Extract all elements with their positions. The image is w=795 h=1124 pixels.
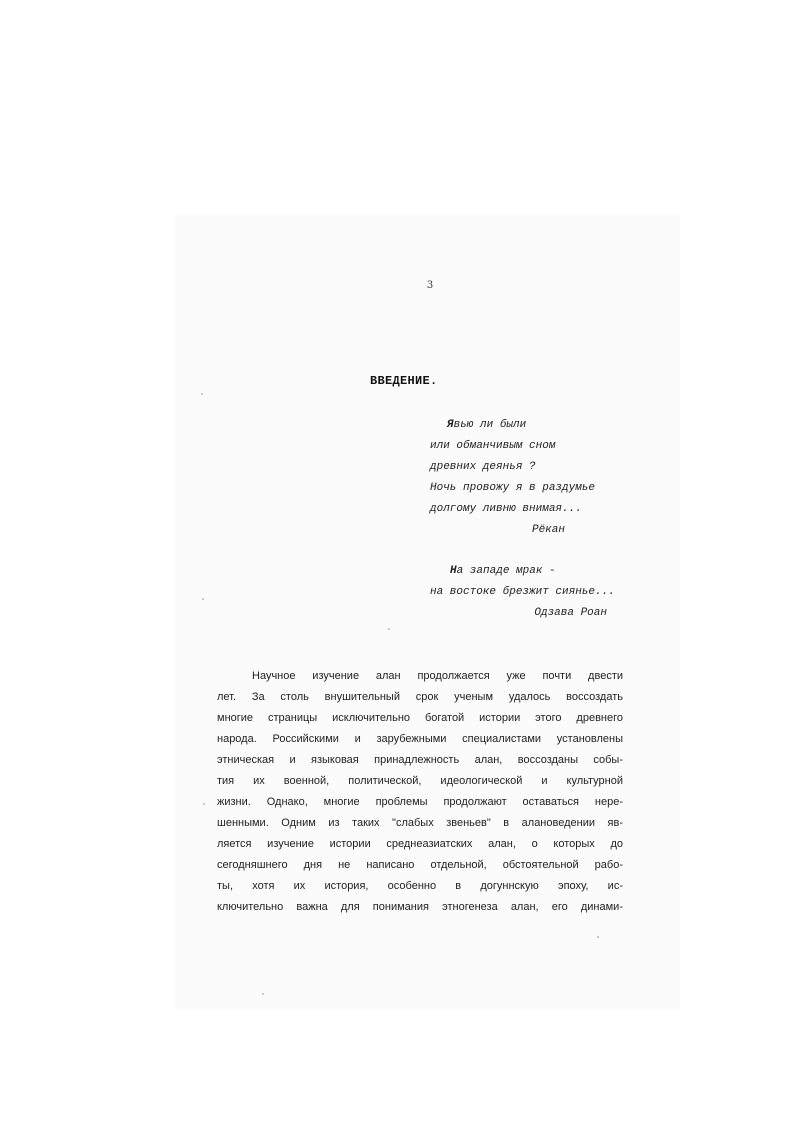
epigraph-line: древних деянья ? xyxy=(430,461,536,473)
paragraph-line: народа. Российскими и зарубежными специалистами установлены xyxy=(217,733,623,745)
section-heading: ВВЕДЕНИЕ. xyxy=(370,374,438,388)
paragraph-line: этническая и языковая принадлежность алан, воссозданы собы- xyxy=(217,754,623,766)
epigraph-line: на востоке брезжит сиянье... xyxy=(430,586,615,598)
drop-initial: Я xyxy=(447,419,454,431)
scan-speck xyxy=(202,598,204,600)
scan-speck xyxy=(388,628,390,630)
epigraph-line-text: вью ли были xyxy=(453,419,527,431)
scan-speck xyxy=(203,803,205,805)
paragraph-line: ключительно важна для понимания этногенеза алан, его динами- xyxy=(217,901,623,913)
paragraph-line: многие страницы исключительно богатой истории этого древнего xyxy=(217,712,623,724)
page-number: 3 xyxy=(426,280,434,291)
paragraph-line: шенными. Одним из таких "слабых звеньев" в алановедении яв- xyxy=(217,817,623,829)
epigraph-line-text: а западе мрак - xyxy=(456,565,556,577)
scan-speck xyxy=(597,936,599,938)
epigraph-author: Одзава Роан xyxy=(534,607,607,619)
epigraph-line xyxy=(430,415,620,436)
epigraph-line: долгому ливню внимая... xyxy=(430,503,582,515)
scan-speck xyxy=(201,393,203,395)
drop-initial: Н xyxy=(450,565,457,577)
epigraph-line: или обманчивым сном xyxy=(430,440,556,452)
paragraph-line: сегодняшнего дня не написано отдельной, обстоятельной рабо- xyxy=(217,859,623,871)
paragraph-line: ляется изучение истории среднеазиатских алан, о которых до xyxy=(217,838,623,850)
paragraph-line: жизни. Однако, многие проблемы продолжают оставаться нере- xyxy=(217,796,623,808)
epigraph-line: Ночь провожу я в раздумье xyxy=(430,482,596,494)
epigraph-line xyxy=(430,561,630,582)
paragraph-line: Научное изучение алан продолжается уже почти двести xyxy=(252,670,623,682)
epigraph-odzava xyxy=(430,561,630,624)
paragraph-line: ты, хотя их история, особенно в догуннскую эпоху, ис- xyxy=(217,880,623,892)
paragraph-line: тия их военной, политической, идеологической и культурной xyxy=(217,775,623,787)
scan-speck xyxy=(262,993,264,995)
paragraph-line: лет. За столь внушительный срок ученым удалось воссоздать xyxy=(217,691,623,703)
epigraph-rekan xyxy=(430,415,620,541)
body-paragraph xyxy=(217,666,623,918)
epigraph-author: Рёкан xyxy=(531,524,565,536)
